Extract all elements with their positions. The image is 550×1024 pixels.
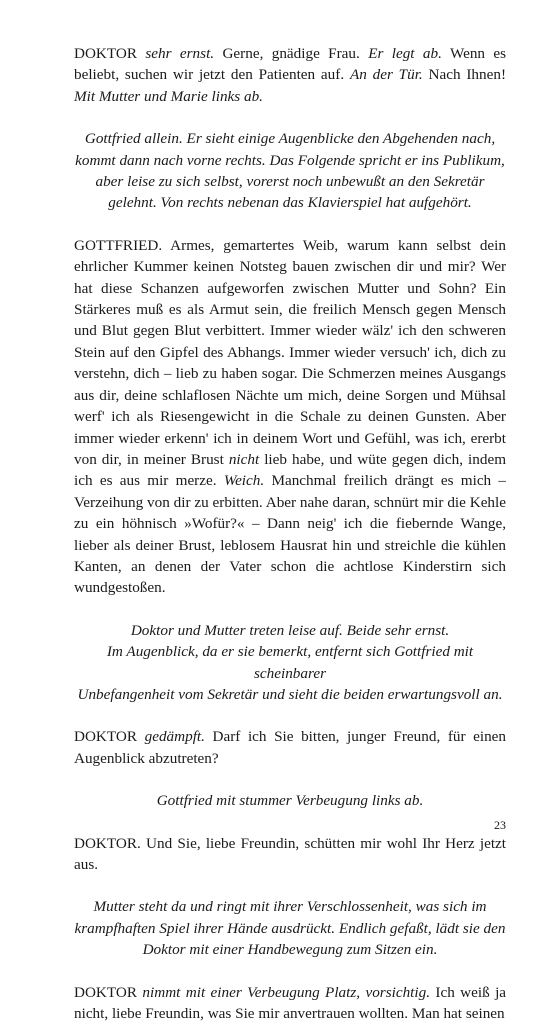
dialogue-text: Nach Ihnen!	[428, 66, 507, 84]
dialogue-text: Darf ich Sie bitten, junger Freund, für einen Augenblick abzutreten?	[74, 728, 507, 767]
dialogue-doktor-2	[74, 726, 506, 769]
stage-direction-line: Unbefangenheit vom Sekretär und sieht die beiden erwartungsvoll an.	[77, 685, 503, 703]
dialogue-doktor-1	[74, 43, 506, 107]
stage-direction-block-2	[74, 620, 506, 706]
stage-direction-inline: An der Tür.	[349, 66, 423, 84]
stage-direction-inline: gedämpft.	[144, 728, 205, 746]
stage-direction-block-4	[74, 896, 506, 960]
stage-direction-line: gelehnt. Von rechts nebenan das Klavierspiel hat aufgehört.	[108, 194, 472, 212]
stage-direction-inline: nimmt mit einer Verbeugung Platz, vorsichtig.	[142, 983, 430, 1001]
page-text	[74, 43, 506, 1024]
dialogue-doktor-4	[74, 982, 506, 1024]
stage-direction-line: aber leise zu sich selbst, vorerst noch unbewußt an den Sekretär	[95, 173, 485, 191]
dialogue-gottfried-monologue	[74, 235, 506, 599]
stage-direction-line: Im Augenblick, da er sie bemerkt, entfernt sich Gottfried mit scheinbarer	[106, 643, 474, 682]
page-number: 23	[494, 818, 506, 832]
dialogue-text: Wenn es beliebt, suchen wir jetzt den Patienten auf.	[74, 45, 507, 84]
stage-direction-line: Gottfried mit stummer Verbeugung links ab.	[156, 792, 424, 810]
stage-direction-line: Mutter steht da und ringt mit ihrer Verschlossenheit, was sich im	[93, 898, 487, 916]
stage-direction-inline: Weich.	[223, 472, 265, 490]
stage-direction-inline: Mit Mutter und Marie links ab.	[74, 87, 263, 105]
stage-direction-inline: Er legt ab.	[368, 45, 442, 62]
stage-direction-block-1	[74, 128, 506, 214]
stage-direction-line: kommt dann nach vorne rechts. Das Folgende spricht er ins Publikum,	[75, 151, 505, 169]
speaker-name: DOKTOR	[74, 728, 138, 746]
emphasis: nicht	[228, 450, 260, 468]
stage-direction-line: Doktor mit einer Handbewegung zum Sitzen ein.	[142, 941, 438, 959]
stage-direction-block-3	[74, 790, 506, 811]
monologue-text: Manchmal freilich drängt es mich – Verzeihung von dir zu erbitten. Aber nahe daran, schnürt mir die Kehle zu ein höhnisch »Wofür?« – Dann neig' ich die fiebernde Wange, lieber als deiner Brust, leblosem Hausrat hin und streichle die kühlen Kanten, an denen der Vater schon die achtlose Kinderstirn sich wundgestoßen.	[74, 472, 507, 597]
stage-direction-line: krampfhaften Spiel ihrer Hände ausdrückt. Endlich gefaßt, lädt sie den	[74, 919, 506, 937]
dialogue-text: Ich weiß ja nicht, liebe Freundin, was Sie mir anvertrauen wollten. Man hat seinen	[74, 983, 507, 1023]
dialogue-doktor-3: DOKTOR. Und Sie, liebe Freundin, schütten mir wohl Ihr Herz jetzt aus.	[74, 834, 506, 873]
stage-direction-line: Doktor und Mutter treten leise auf. Beide sehr ernst.	[130, 621, 450, 639]
dialogue-text: Gerne, gnädige Frau.	[222, 45, 360, 62]
speaker-name: DOKTOR	[74, 983, 138, 1001]
stage-direction-line: Gottfried allein. Er sieht einige Augenblicke den Abgehenden nach,	[84, 130, 496, 148]
monologue-text: GOTTFRIED. Armes, gemartertes Weib, warum kann selbst dein ehrlicher Kummer keinen Notsteg bauen zwischen dir und mir? Wer hat diese Schanzen aufgeworfen zwischen Mutter und Sohn? Ein Stärkeres muß es als Armut sein, die freilich Mensch gegen Mensch und Blut gegen Blut verbittert. Immer wieder wälz' ich den schweren Stein auf den Gipfel des Abhangs. Immer wieder versuch' ich, dich zu verstehn, dich – lieb zu haben sogar. Die Schmerzen meines Ausgangs aus dir, deine schlaflosen Nächte um mich, deine Sorgen und Mühsal werf' ich als Riesengewicht in die Schale zu deinen Gunsten. Aber immer wieder erkenn' ich in deinem Wort und Gefühl, was ich, ererbt von dir, in meiner Brust	[74, 236, 506, 468]
speaker-name: DOKTOR	[74, 45, 138, 62]
monologue-text: lieb habe, und wüte gegen dich, indem ich es aus mir merze.	[74, 450, 507, 490]
stage-direction-inline: sehr ernst.	[145, 45, 215, 62]
